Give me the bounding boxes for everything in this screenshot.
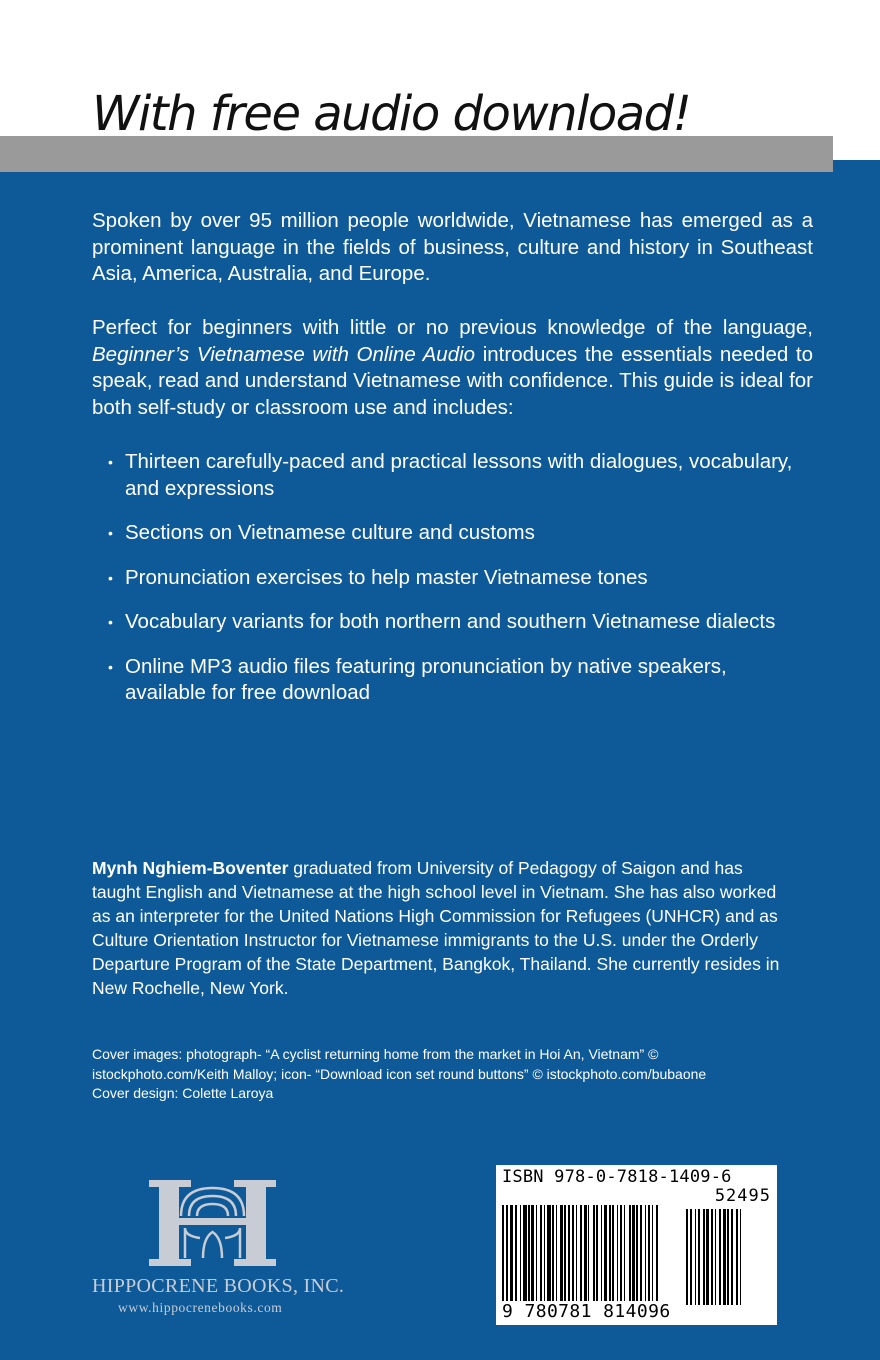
bio-text: graduated from University of Pedagogy of Saigon and has taught English and Vietnamese at the high school level in Vietnam. She has also worked as an interpreter for the United Nations High Commission for Refugees (UNHCR) and as Culture Orientation Instructor for Vietnamese immigrants to the U.S. under the Orderly Departure Program of the State Department, Bangkok, Thailand. She currently resides in New Rochelle, New York. (92, 858, 780, 998)
barcode-bar (547, 1205, 551, 1305)
barcode-bar (601, 1205, 602, 1305)
barcode-bar (723, 1209, 726, 1305)
features-list (108, 449, 808, 725)
barcode-bar (580, 1205, 582, 1305)
ean-digits: 9 780781 814096 (502, 1301, 671, 1322)
barcode-bar (536, 1205, 537, 1305)
barcode-bar (632, 1205, 635, 1305)
barcode-bar (596, 1205, 598, 1305)
description-paragraph (92, 315, 813, 421)
barcode-bar (520, 1205, 521, 1305)
barcode-bar (528, 1205, 530, 1305)
headline: With free audio download! (92, 86, 691, 142)
list-item: • Sections on Vietnamese culture and customs (108, 520, 808, 547)
hippocrene-logo-icon (145, 1180, 280, 1266)
list-item: • Thirteen carefully-paced and practical lessons with dialogues, vocabulary, and expressions (108, 449, 808, 502)
barcode-bar (584, 1205, 587, 1305)
barcode-bar (544, 1205, 545, 1305)
barcode-bar (711, 1209, 713, 1305)
barcode-bar (640, 1205, 642, 1305)
barcode-bar (593, 1205, 595, 1305)
list-item: • Vocabulary variants for both northern and southern Vietnamese dialects (108, 609, 808, 636)
barcode-bar (564, 1205, 566, 1305)
publisher-name: HIPPOCRENE BOOKS, INC. (92, 1275, 345, 1297)
barcode-bar (620, 1205, 622, 1305)
barcode-bar (604, 1205, 607, 1305)
barcode-bar (560, 1205, 563, 1305)
barcode-bar (617, 1205, 618, 1305)
barcode-bar (612, 1205, 614, 1305)
barcode-bar (719, 1209, 721, 1305)
barcode-bar (523, 1205, 527, 1305)
barcode-bar (715, 1209, 716, 1305)
barcode-bar (656, 1205, 658, 1305)
barcode-bar (576, 1205, 577, 1305)
barcode-bar (502, 1205, 504, 1305)
barcode-bar (727, 1209, 729, 1305)
barcode-bar (698, 1209, 700, 1305)
barcode-bar (648, 1205, 650, 1305)
barcode-bar (568, 1205, 570, 1305)
barcode-bar (515, 1205, 517, 1305)
addon-barcode-bars (686, 1209, 766, 1305)
barcode-bar (652, 1205, 653, 1305)
barcode-bar (540, 1205, 542, 1305)
author-bio (92, 856, 792, 1000)
list-item: • Pronunciation exercises to help master Vietnamese tones (108, 565, 808, 592)
barcode-bar (588, 1205, 589, 1305)
description-lead: Perfect for beginners with little or no previous knowledge of the language, (92, 316, 813, 339)
barcode-bar (556, 1205, 557, 1305)
barcode-bar (572, 1205, 574, 1305)
barcode-bar (645, 1205, 646, 1305)
barcode-bar (740, 1209, 741, 1305)
cover-credits (92, 1045, 792, 1104)
author-name: Mynh Nghiem-Boventer (92, 858, 289, 878)
barcode-bar (552, 1205, 554, 1305)
description-rest: introduces the essentials needed to speak, read and understand Vietnamese with confidence. This guide is ideal for both self-study or classroom use and includes: (92, 342, 813, 419)
barcode-bar (624, 1205, 625, 1305)
publisher-url: www.hippocrenebooks.com (118, 1300, 283, 1315)
barcode-bar (736, 1209, 738, 1305)
barcode-bar (686, 1209, 688, 1305)
barcode-bar (609, 1205, 611, 1305)
credit-line: istockphoto.com/Keith Malloy; icon- “Download icon set round buttons” © istockphoto.com/bubaone (92, 1065, 707, 1082)
barcode-bar (703, 1209, 705, 1305)
isbn-number: ISBN 978-0-7818-1409-6 (502, 1167, 732, 1187)
barcode-bar (731, 1209, 733, 1305)
barcode-bar (629, 1205, 631, 1305)
intro-paragraph: Spoken by over 95 million people worldwide, Vietnamese has emerged as a prominent language in the fields of business, culture and history in Southeast Asia, America, Australia, and Europe. (92, 209, 813, 285)
barcode-bar (636, 1205, 638, 1305)
price-code: 52495 (714, 1186, 771, 1206)
list-item: • Online MP3 audio files featuring pronunciation by native speakers, available for free download (108, 654, 808, 707)
book-title: Beginner’s Vietnamese with Online Audio (92, 342, 476, 366)
credit-line: Cover design: Colette Laroya (92, 1085, 274, 1101)
barcode-bar (506, 1205, 508, 1305)
credit-line: Cover images: photograph- “A cyclist returning home from the market in Hoi An, Vietnam” © (92, 1046, 659, 1062)
barcode-bar (510, 1205, 513, 1305)
barcode-bar (531, 1205, 534, 1305)
barcode-bar (695, 1209, 696, 1305)
isbn-barcode (496, 1165, 777, 1325)
ean-barcode-bars (502, 1205, 678, 1305)
barcode-bar (690, 1209, 692, 1305)
barcode-bar (706, 1209, 709, 1305)
